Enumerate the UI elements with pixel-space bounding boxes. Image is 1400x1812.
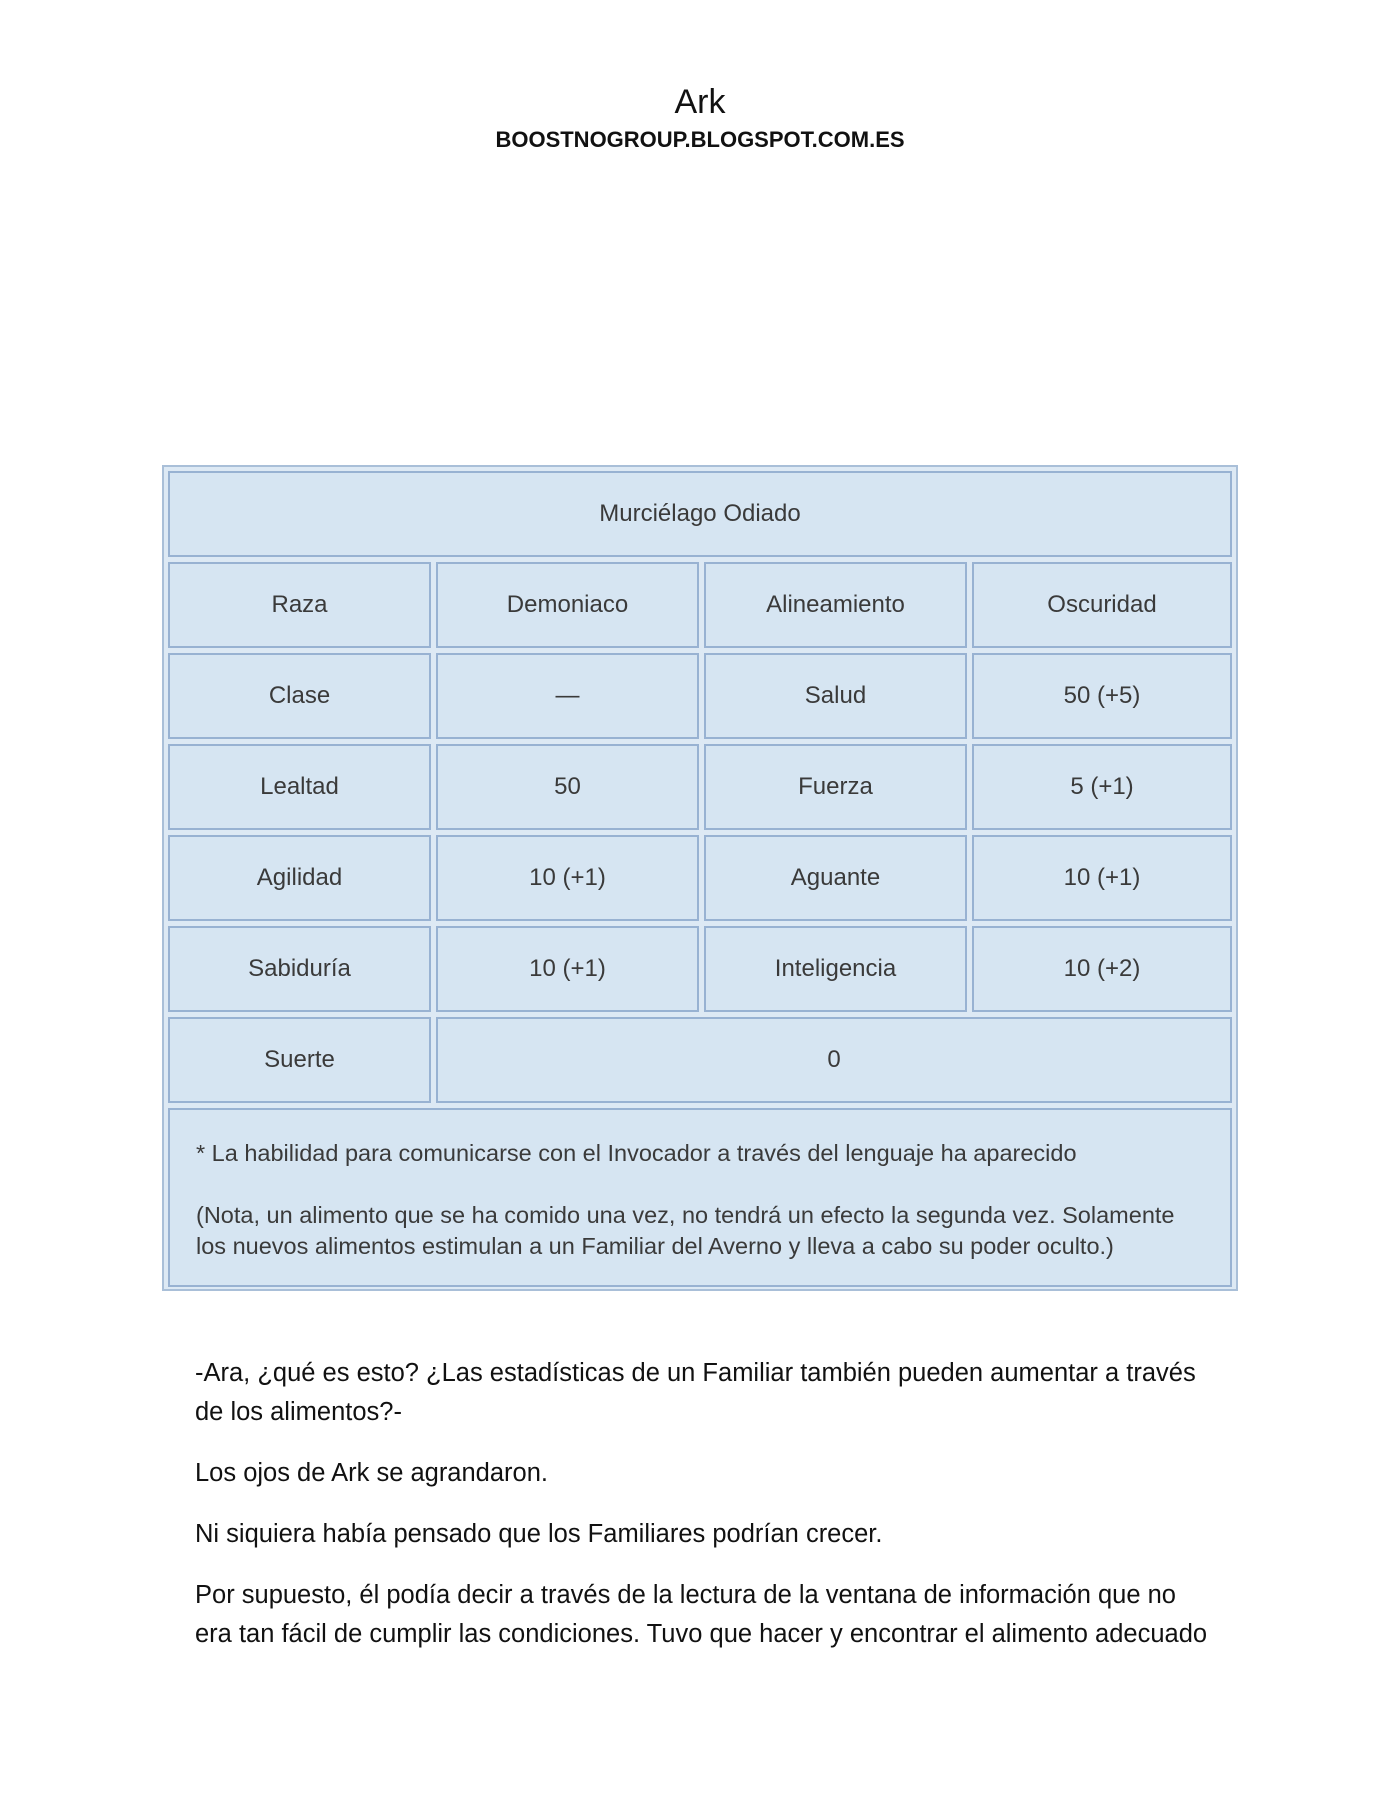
stat-value-health: 50 (+5) [972,653,1232,739]
stat-window [162,465,1238,1291]
body-text [195,1354,1215,1676]
paragraph: -Ara, ¿qué es esto? ¿Las estadísticas de un Familiar también pueden aumentar a través de los alimentos?- [195,1359,1196,1426]
stat-value-intelligence: 10 (+2) [972,926,1232,1012]
note-ability: * La habilidad para comunicarse con el Invocador a través del lenguaje ha aparecido [196,1140,1077,1166]
stat-label-stamina: Aguante [704,835,967,921]
stat-value-loyalty: 50 [436,744,699,830]
stat-title: Murciélago Odiado [168,471,1232,557]
stat-label-wisdom: Sabiduría [168,926,431,1012]
paragraph: Por supuesto, él podía decir a través de la lectura de la ventana de información que no era tan fácil de cumplir las condiciones. Tuvo que hacer y encontrar el alimento adecuado [195,1581,1208,1648]
stat-label-class: Clase [168,653,431,739]
stat-value-race: Demoniaco [436,562,699,648]
stat-value-class: — [436,653,699,739]
stat-label-alignment: Alineamiento [704,562,967,648]
stat-label-agility: Agilidad [168,835,431,921]
paragraph: Los ojos de Ark se agrandaron. [195,1459,548,1487]
paragraph: Ni siquiera había pensado que los Familiares podrían crecer. [195,1520,883,1548]
stat-note [168,1108,1232,1287]
site-url: BOOSTNOGROUP.BLOGSPOT.COM.ES [495,127,905,152]
stat-label-race: Raza [168,562,431,648]
stat-label-health: Salud [704,653,967,739]
stat-value-luck: 0 [436,1017,1232,1103]
stat-label-strength: Fuerza [704,744,967,830]
document-title: Ark [674,83,726,121]
page-header [0,82,1400,154]
stat-value-strength: 5 (+1) [972,744,1232,830]
stat-value-alignment: Oscuridad [972,562,1232,648]
note-food: (Nota, un alimento que se ha comido una vez, no tendrá un efecto la segunda vez. Solamente los nuevos alimentos estimulan a un Familiar del Averno y lleva a cabo su poder oculto.) [196,1202,1175,1259]
stat-value-wisdom: 10 (+1) [436,926,699,1012]
stat-value-agility: 10 (+1) [436,835,699,921]
stat-label-loyalty: Lealtad [168,744,431,830]
stat-label-intelligence: Inteligencia [704,926,967,1012]
stat-value-stamina: 10 (+1) [972,835,1232,921]
stat-label-luck: Suerte [168,1017,431,1103]
